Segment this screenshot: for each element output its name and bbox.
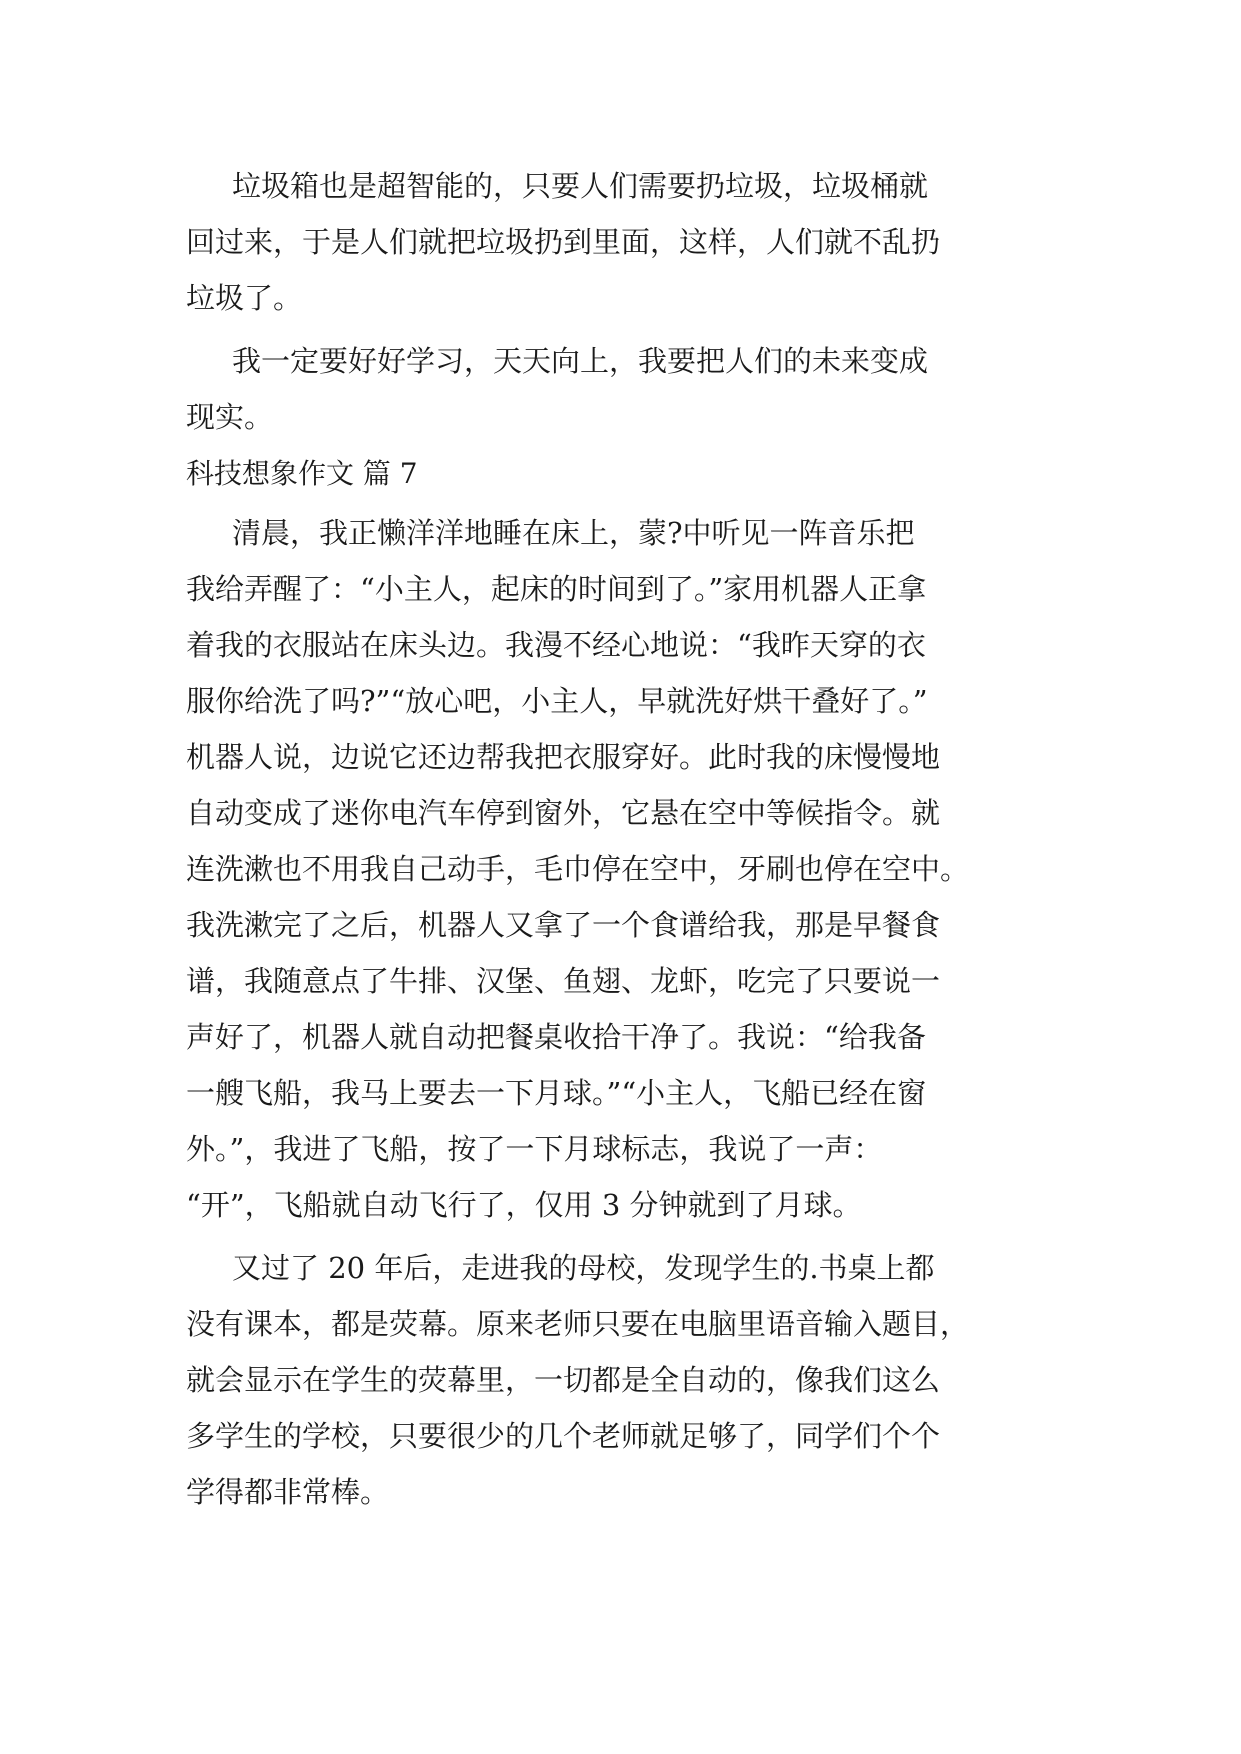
text-line: 多学生的学校，只要很少的几个老师就足够了，同学们个个: [186, 1419, 941, 1453]
text-line: 又过了 20 年后，走进我的母校，发现学生的.书桌上都: [232, 1251, 935, 1285]
text-line: 就会显示在学生的荧幕里，一切都是全自动的，像我们这么: [186, 1363, 941, 1397]
text-line: 着我的衣服站在床头边。我漫不经心地说：“我昨天穿的衣: [186, 628, 926, 662]
text-line: 回过来，于是人们就把垃圾扔到里面，这样，人们就不乱扔: [186, 225, 941, 259]
text-line: 自动变成了迷你电汽车停到窗外，它悬在空中等候指令。就: [186, 796, 941, 830]
text-line: 垃圾箱也是超智能的，只要人们需要扔垃圾，垃圾桶就: [232, 169, 929, 203]
text-line: 一艘飞船，我马上要去一下月球。”“小主人，飞船已经在窗: [186, 1076, 927, 1110]
text-line: 连洗漱也不用我自己动手，毛巾停在空中，牙刷也停在空中。: [186, 852, 970, 886]
text-line: 谱，我随意点了牛排、汉堡、鱼翅、龙虾，吃完了只要说一: [186, 964, 941, 998]
text-line: 我洗漱完了之后，机器人又拿了一个食谱给我，那是早餐食: [186, 908, 941, 942]
text-line: 声好了，机器人就自动把餐桌收拾干净了。我说：“给我备: [186, 1020, 926, 1054]
text-line: 我一定要好好学习，天天向上，我要把人们的未来变成: [232, 344, 929, 378]
text-line: 没有课本，都是荧幕。原来老师只要在电脑里语音输入题目，: [186, 1307, 970, 1341]
text-line: 机器人说，边说它还边帮我把衣服穿好。此时我的床慢慢地: [186, 740, 941, 774]
text-line: 我给弄醒了：“小主人，起床的时间到了。”家用机器人正拿: [186, 572, 927, 606]
text-line: 现实。: [186, 400, 274, 434]
text-line: 垃圾了。: [186, 281, 303, 315]
section-heading: 科技想象作文 篇 7: [186, 457, 418, 490]
text-line: 外。”，我进了飞船，按了一下月球标志，我说了一声：: [186, 1132, 883, 1166]
text-line: “开”，飞船就自动飞行了，仅用 3 分钟就到了月球。: [186, 1188, 862, 1222]
text-line: 清晨，我正懒洋洋地睡在床上，蒙?中听见一阵音乐把: [232, 516, 915, 550]
text-line: 学得都非常棒。: [186, 1475, 390, 1509]
text-line: 服你给洗了吗?”“放心吧，小主人，早就洗好烘干叠好了。”: [186, 684, 928, 718]
